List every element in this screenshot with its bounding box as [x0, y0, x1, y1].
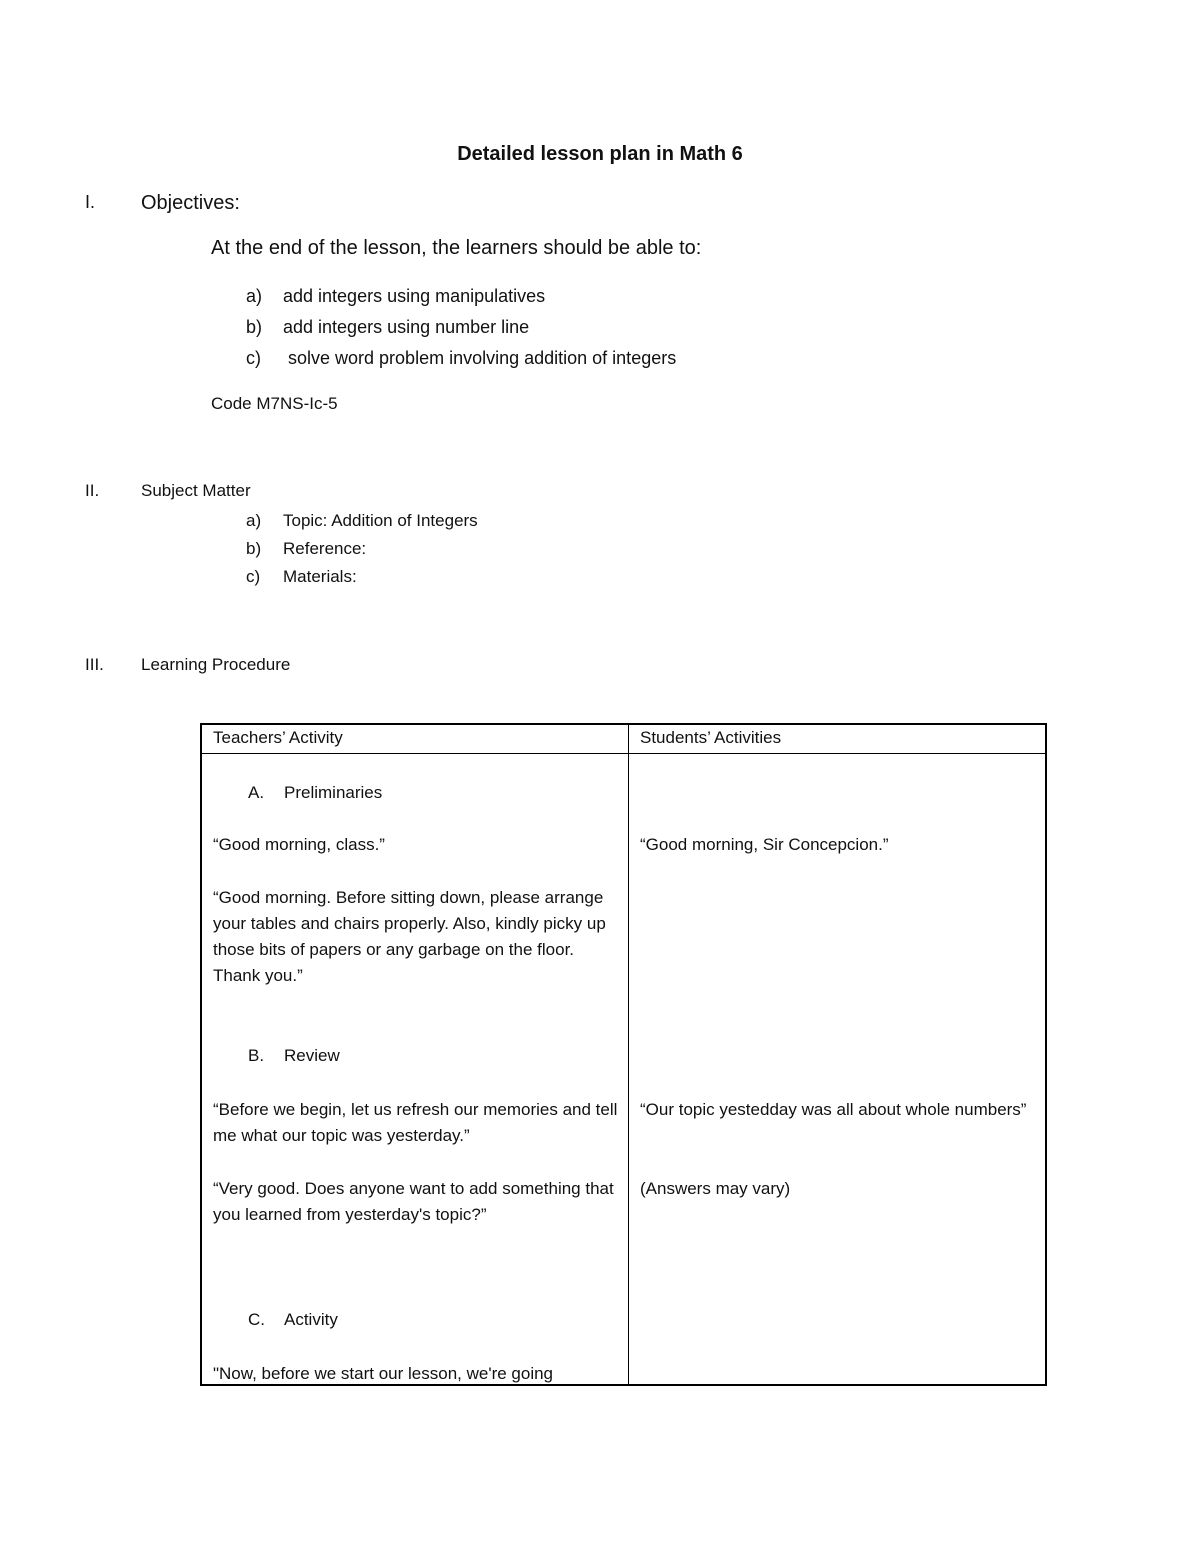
section-numeral-subject-matter: II.	[85, 481, 100, 500]
objective-item: solve word problem involving addition of integers	[283, 348, 677, 368]
teacher-line: “Very good. Does anyone want to add something that you learned from yesterday's topic?”	[213, 1179, 614, 1224]
table-header-divider	[202, 753, 1045, 754]
subject-matter-item: Reference:	[283, 539, 367, 558]
document-title: Detailed lesson plan in Math 6	[457, 143, 743, 165]
subject-matter-letter: a)	[246, 511, 262, 530]
step-title-review: Review	[284, 1046, 340, 1065]
step-letter: C.	[248, 1310, 265, 1329]
table-header-teacher: Teachers’ Activity	[213, 728, 343, 747]
subject-matter-item: Topic: Addition of Integers	[283, 511, 478, 530]
table-column-divider	[628, 725, 629, 1384]
student-line: (Answers may vary)	[640, 1179, 791, 1198]
section-heading-procedure: Learning Procedure	[141, 655, 291, 674]
objective-letter: b)	[246, 317, 263, 337]
table-header-students: Students’ Activities	[640, 728, 782, 747]
objective-item: add integers using number line	[283, 317, 530, 337]
step-letter: B.	[248, 1046, 265, 1065]
objective-letter: a)	[246, 286, 263, 306]
teacher-line: “Good morning, class.”	[213, 835, 385, 854]
student-line: “Good morning, Sir Concepcion.”	[640, 835, 889, 854]
objective-letter: c)	[246, 348, 261, 368]
subject-matter-item: Materials:	[283, 567, 357, 586]
teacher-line: “Good morning. Before sitting down, please arrange your tables and chairs properly. Also, kindly picky up those bits of papers or any garbage on the floor. Thank you.”	[213, 888, 606, 985]
section-numeral-objectives: I.	[85, 192, 96, 212]
step-title-preliminaries: Preliminaries	[284, 783, 383, 802]
teacher-line: “Before we begin, let us refresh our memories and tell me what our topic was yesterday.”	[213, 1100, 618, 1145]
objectives-intro: At the end of the lesson, the learners should be able to:	[211, 237, 702, 259]
competency-code: Code M7NS-Ic-5	[211, 394, 338, 413]
subject-matter-letter: c)	[246, 567, 261, 586]
student-line: “Our topic yestedday was all about whole numbers”	[640, 1100, 1027, 1119]
teacher-line: "Now, before we start our lesson, we're going	[213, 1364, 554, 1383]
step-title-activity: Activity	[284, 1310, 338, 1329]
subject-matter-letter: b)	[246, 539, 262, 558]
section-numeral-procedure: III.	[85, 655, 104, 674]
section-heading-subject-matter: Subject Matter	[141, 481, 251, 500]
section-heading-objectives: Objectives:	[141, 192, 240, 214]
step-letter: A.	[248, 783, 265, 802]
procedure-table	[200, 723, 1047, 1386]
objective-item: add integers using manipulatives	[283, 286, 546, 306]
